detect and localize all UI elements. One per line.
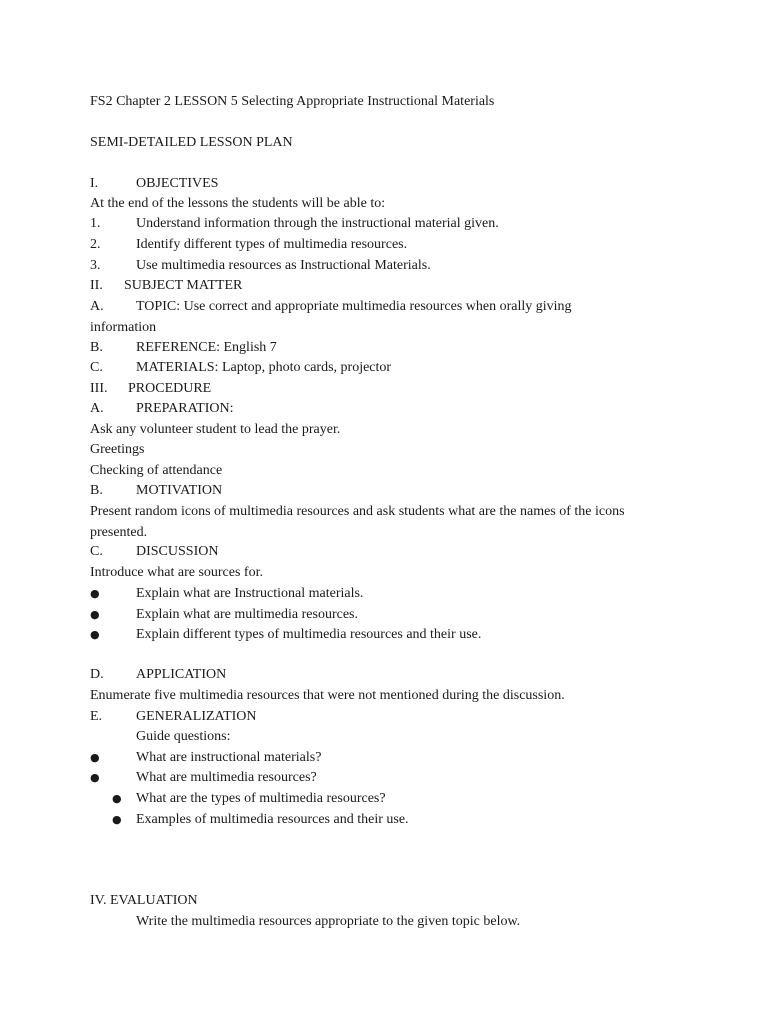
objective-item bbox=[90, 235, 408, 255]
section-heading: PROCEDURE bbox=[128, 381, 212, 396]
bullet-icon: ● bbox=[90, 751, 100, 764]
generalization-sub-bullet bbox=[112, 810, 409, 830]
item-letter: B. bbox=[90, 483, 103, 498]
section-evaluation-heading: IV. EVALUATION bbox=[90, 893, 198, 908]
discussion-intro: Introduce what are sources for. bbox=[90, 565, 263, 580]
item-number: 2. bbox=[90, 237, 101, 252]
discussion-bullet bbox=[90, 605, 358, 625]
section-heading: SUBJECT MATTER bbox=[124, 278, 243, 293]
section-number: II. bbox=[90, 278, 103, 293]
generalization-bullet bbox=[90, 768, 317, 788]
bullet-text: Explain what are Instructional materials. bbox=[136, 586, 364, 601]
item-text: Identify different types of multimedia resources. bbox=[136, 237, 408, 252]
evaluation-line: Write the multimedia resources appropriate to the given topic below. bbox=[136, 914, 521, 929]
section-procedure-heading bbox=[90, 379, 212, 399]
procedure-application-heading bbox=[90, 665, 227, 685]
section-objectives-heading bbox=[90, 174, 219, 194]
procedure-discussion-heading bbox=[90, 542, 219, 562]
item-number: 3. bbox=[90, 258, 101, 273]
subject-item-reference bbox=[90, 338, 277, 358]
section-subject-heading bbox=[90, 276, 243, 296]
bullet-text: Explain what are multimedia resources. bbox=[136, 607, 358, 622]
item-text: REFERENCE: English 7 bbox=[136, 340, 277, 355]
bullet-text: What are multimedia resources? bbox=[136, 770, 317, 785]
doc-subtitle: SEMI-DETAILED LESSON PLAN bbox=[90, 135, 293, 150]
item-letter: E. bbox=[90, 709, 103, 724]
preparation-line: Ask any volunteer student to lead the prayer. bbox=[90, 422, 341, 437]
bullet-icon: ● bbox=[90, 771, 100, 784]
bullet-text: What are the types of multimedia resources? bbox=[136, 791, 386, 806]
preparation-line: Greetings bbox=[90, 442, 145, 457]
section-heading: OBJECTIVES bbox=[136, 176, 219, 191]
generalization-bullet bbox=[90, 748, 322, 768]
bullet-text: Examples of multimedia resources and their use. bbox=[136, 812, 409, 827]
procedure-preparation-heading bbox=[90, 399, 234, 419]
item-text: Use multimedia resources as Instructional Materials. bbox=[136, 258, 431, 273]
bullet-icon: ● bbox=[112, 792, 122, 805]
item-text: DISCUSSION bbox=[136, 544, 219, 559]
item-letter: C. bbox=[90, 544, 103, 559]
procedure-generalization-heading bbox=[90, 707, 257, 727]
item-text: TOPIC: Use correct and appropriate multimedia resources when orally giving bbox=[136, 299, 572, 314]
subject-item-materials bbox=[90, 358, 392, 378]
generalization-sub-bullet bbox=[112, 789, 386, 809]
item-letter: B. bbox=[90, 340, 103, 355]
item-text: MOTIVATION bbox=[136, 483, 223, 498]
item-text: MATERIALS: Laptop, photo cards, projector bbox=[136, 360, 392, 375]
item-letter: D. bbox=[90, 667, 104, 682]
objective-item bbox=[90, 256, 431, 276]
section-number: III. bbox=[90, 381, 108, 396]
item-number: 1. bbox=[90, 216, 101, 231]
bullet-icon: ● bbox=[90, 608, 100, 621]
objective-item bbox=[90, 214, 499, 234]
bullet-text: Explain different types of multimedia resources and their use. bbox=[136, 627, 482, 642]
item-text: Understand information through the instructional material given. bbox=[136, 216, 499, 231]
motivation-line: Present random icons of multimedia resources and ask students what are the names of the icons bbox=[90, 504, 625, 519]
motivation-line: presented. bbox=[90, 525, 148, 540]
preparation-line: Checking of attendance bbox=[90, 463, 223, 478]
item-letter: A. bbox=[90, 299, 104, 314]
discussion-bullet bbox=[90, 584, 364, 604]
section-number: I. bbox=[90, 176, 99, 191]
bullet-icon: ● bbox=[90, 628, 100, 641]
item-text: APPLICATION bbox=[136, 667, 227, 682]
item-letter: C. bbox=[90, 360, 103, 375]
subject-item-topic bbox=[90, 297, 572, 317]
bullet-text: What are instructional materials? bbox=[136, 750, 322, 765]
application-line: Enumerate five multimedia resources that were not mentioned during the discussion. bbox=[90, 688, 565, 703]
item-text: PREPARATION: bbox=[136, 401, 234, 416]
discussion-bullet bbox=[90, 625, 482, 645]
doc-title: FS2 Chapter 2 LESSON 5 Selecting Appropriate Instructional Materials bbox=[90, 94, 495, 109]
bullet-icon: ● bbox=[90, 587, 100, 600]
bullet-icon: ● bbox=[112, 813, 122, 826]
item-letter: A. bbox=[90, 401, 104, 416]
subject-item-topic-continued: information bbox=[90, 320, 157, 335]
item-text: GENERALIZATION bbox=[136, 709, 257, 724]
procedure-motivation-heading bbox=[90, 481, 223, 501]
objectives-intro: At the end of the lessons the students will be able to: bbox=[90, 196, 386, 211]
generalization-guide: Guide questions: bbox=[136, 729, 231, 744]
